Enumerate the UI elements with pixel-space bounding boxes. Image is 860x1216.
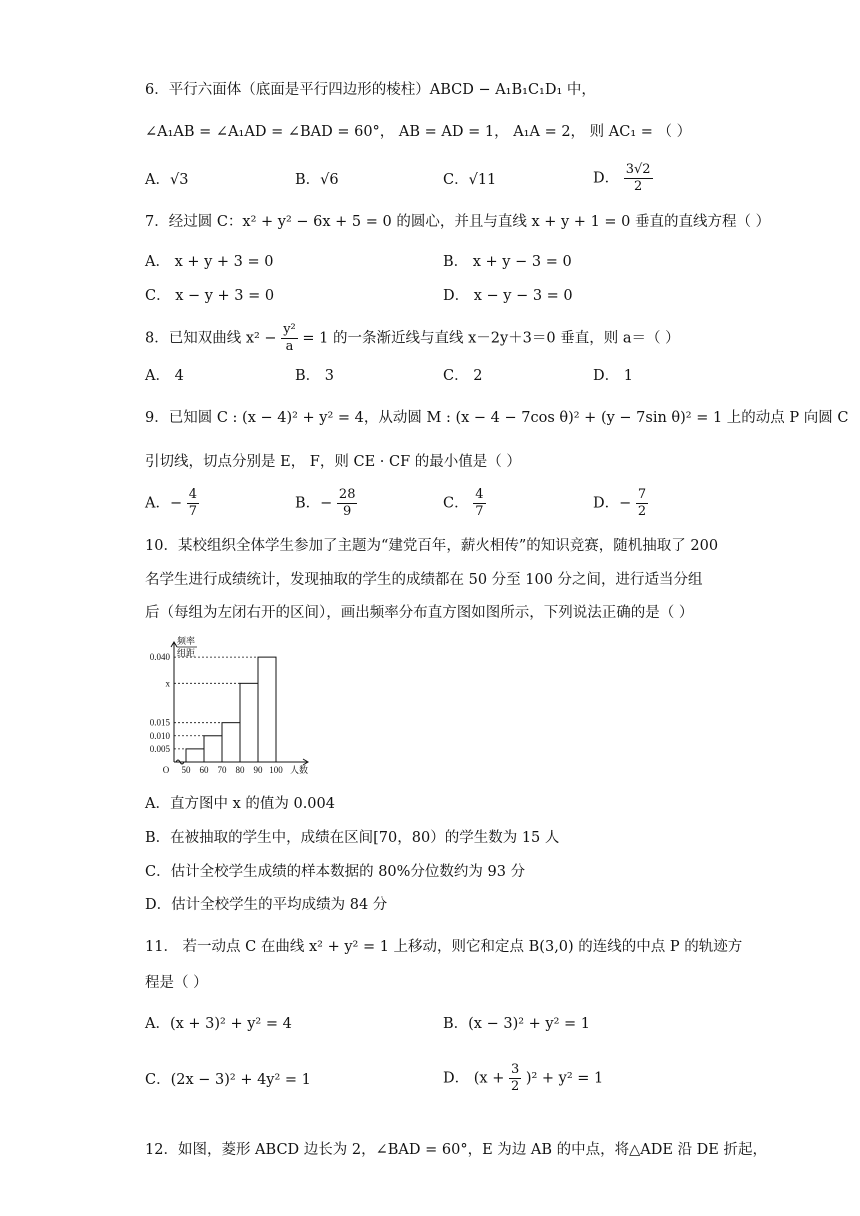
- q8-fraction: [281, 322, 298, 355]
- x-axis-label: 人数: [290, 765, 309, 775]
- q9-option-d-label: D．−: [593, 495, 632, 512]
- fraction-numerator: y²: [283, 322, 296, 337]
- q6-option-a: A．√3: [145, 172, 189, 188]
- histogram-bar: [258, 657, 276, 762]
- q10-stem-line3: 后（每组为左闭右开的区间），画出频率分布直方图如图所示，下列说法正确的是（ ）: [145, 605, 694, 621]
- q7-stem: 7．经过圆 C：x² + y² − 6x + 5 = 0 的圆心，并且与直线 x + y + 1 = 0 垂直的直线方程（ ）: [145, 214, 771, 230]
- q9-option-d-fraction: [636, 487, 648, 520]
- q11-stem-line2: 程是（ ）: [145, 975, 208, 991]
- q8-option-a: A． 4: [145, 368, 184, 384]
- fraction-denominator: 7: [475, 504, 484, 519]
- q8-stem-post: = 1 的一条渐近线与直线 x－2y＋3＝0 垂直，则 a＝（ ）: [302, 330, 680, 347]
- y-tick-label: x: [165, 678, 170, 689]
- q9-option-a: [145, 487, 199, 520]
- q12-stem: 12．如图，菱形 ABCD 边长为 2，∠BAD = 60°，E 为边 AB 的中点，将△ADE 沿 DE 折起，: [145, 1142, 767, 1158]
- q6-option-d-label: D．: [593, 170, 620, 187]
- histogram-bar: [240, 683, 258, 762]
- q6-option-d-fraction: [624, 162, 653, 195]
- fraction-numerator: 28: [338, 487, 356, 502]
- origin-label: O: [162, 765, 170, 775]
- q9-option-b-label: B．−: [295, 495, 333, 512]
- q9-option-b: [295, 487, 357, 520]
- q11-option-d: [443, 1062, 603, 1095]
- q8-stem: [145, 322, 680, 355]
- fraction-numerator: 4: [188, 487, 198, 502]
- q9-option-b-fraction: [337, 487, 358, 520]
- q6-option-b: B．√6: [295, 172, 339, 188]
- histogram-bar: [222, 723, 240, 762]
- q10-stem-line2: 名学生进行成绩统计，发现抽取的学生的成绩都在 50 分至 100 分之间，进行适当分组: [145, 572, 703, 588]
- histogram-bar: [186, 749, 204, 762]
- q9-option-a-label: A．−: [145, 495, 183, 512]
- q10-option-a: A．直方图中 x 的值为 0.004: [145, 796, 335, 812]
- q6-stem-line2: ∠A₁AB = ∠A₁AD = ∠BAD = 60°， AB = AD = 1， A₁A = 2， 则 AC₁ = （ ）: [145, 124, 692, 140]
- q8-stem-pre: 8．已知双曲线 x² −: [145, 330, 277, 347]
- q6-option-d: [593, 162, 653, 195]
- y-axis-label-top: 频率: [177, 636, 196, 646]
- fraction-denominator: 2: [510, 1079, 520, 1094]
- fraction-denominator: 2: [634, 179, 643, 194]
- x-tick-label: 80: [235, 765, 245, 775]
- q11-option-d-label: D．: [443, 1070, 470, 1087]
- histogram-bar: [204, 736, 222, 762]
- frequency-histogram: [138, 634, 328, 779]
- y-tick-label: 0.015: [149, 717, 170, 728]
- q9-option-d: [593, 487, 648, 520]
- q9-stem-line2: 引切线，切点分别是 E， F，则 CE · CF 的最小值是（ ）: [145, 454, 521, 470]
- q8-option-d: D． 1: [593, 368, 633, 384]
- q9-stem-line1: 9．已知圆 C : (x − 4)² + y² = 4，从动圆 M : (x − 4 − 7cos θ)² + (y − 7sin θ)² = 1 上的动点 P 向圆 C: [145, 410, 849, 426]
- fraction-numerator: 3√2: [625, 162, 651, 177]
- x-tick-label: 50: [181, 765, 191, 775]
- y-tick-label: 0.005: [149, 743, 170, 754]
- fraction-numerator: 3: [510, 1062, 520, 1077]
- y-tick-label: 0.010: [149, 730, 170, 741]
- q8-option-b: B． 3: [295, 368, 334, 384]
- q11-option-d-pre: (x +: [473, 1070, 505, 1087]
- x-tick-label: 60: [199, 765, 209, 775]
- q8-option-c: C． 2: [443, 368, 483, 384]
- q7-option-b: B． x + y − 3 = 0: [443, 254, 572, 270]
- fraction-numerator: 4: [475, 487, 484, 502]
- q11-option-c: C．(2x − 3)² + 4y² = 1: [145, 1072, 311, 1088]
- q11-option-d-fraction: [509, 1062, 521, 1095]
- fraction-denominator: a: [285, 339, 294, 354]
- q6-option-c: C．√11: [443, 172, 497, 188]
- q10-stem-line1: 10．某校组织全体学生参加了主题为“建党百年，薪火相传”的知识竞赛，随机抽取了 200: [145, 538, 719, 554]
- q11-option-d-post: )² + y² = 1: [525, 1070, 604, 1087]
- y-tick-label: 0.040: [149, 652, 170, 663]
- q11-option-b: B．(x − 3)² + y² = 1: [443, 1016, 591, 1032]
- q10-option-c: C．估计全校学生成绩的样本数据的 80%分位数约为 93 分: [145, 864, 526, 880]
- q9-option-c: [443, 487, 486, 520]
- q10-option-b: B．在被抽取的学生中，成绩在区间[70，80）的学生数为 15 人: [145, 830, 560, 846]
- q7-option-a: A． x + y + 3 = 0: [145, 254, 274, 270]
- q9-option-a-fraction: [187, 487, 199, 520]
- y-axis-label-bottom: 组距: [177, 648, 196, 658]
- q11-stem-line1: 11． 若一动点 C 在曲线 x² + y² = 1 上移动，则它和定点 B(3,0) 的连线的中点 P 的轨迹方: [145, 939, 743, 955]
- q10-option-d: D．估计全校学生的平均成绩为 84 分: [145, 897, 388, 913]
- fraction-denominator: 9: [343, 504, 352, 519]
- histogram-bars: [174, 657, 276, 762]
- q6-stem-line1: 6．平行六面体（底面是平行四边形的棱柱）ABCD − A₁B₁C₁D₁ 中，: [145, 82, 596, 98]
- fraction-denominator: 7: [188, 504, 198, 519]
- x-tick-label: 100: [269, 765, 283, 775]
- q11-option-a: A．(x + 3)² + y² = 4: [145, 1016, 292, 1032]
- q9-option-c-fraction: [473, 487, 485, 520]
- fraction-denominator: 2: [637, 504, 647, 519]
- x-tick-label: 70: [217, 765, 227, 775]
- q9-option-c-label: C．: [443, 495, 469, 512]
- x-tick-label: 90: [253, 765, 263, 775]
- fraction-numerator: 7: [637, 487, 647, 502]
- q7-option-c: C． x − y + 3 = 0: [145, 288, 275, 304]
- q7-option-d: D． x − y − 3 = 0: [443, 288, 573, 304]
